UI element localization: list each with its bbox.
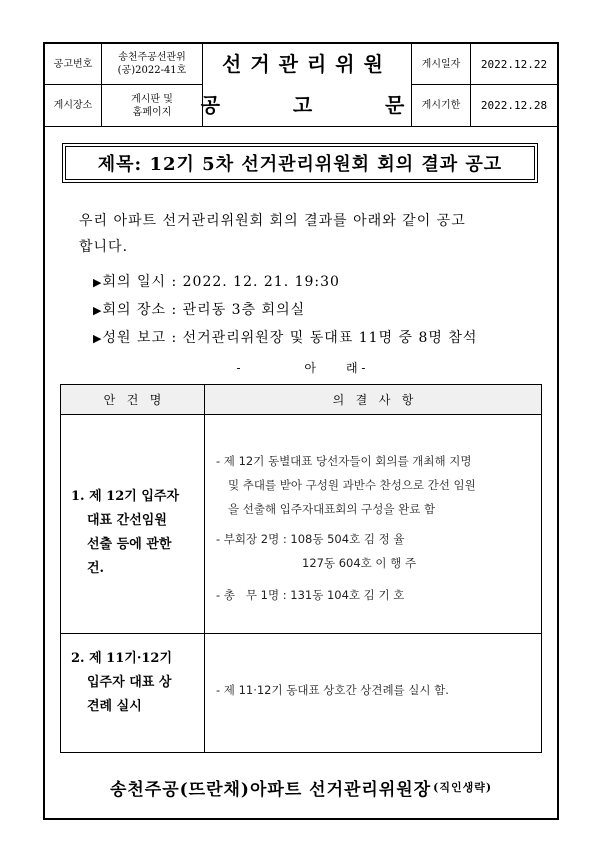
resolution-item-1: [216, 449, 536, 607]
agenda-table: [60, 384, 542, 753]
meeting-place: ▶회의 장소 : 관리동 3층 회의실: [93, 302, 306, 318]
notice-number-value: [102, 44, 203, 85]
seal-omitted-note: (직인생략): [433, 781, 493, 794]
agenda-line: 선출 등에 관한: [87, 537, 172, 552]
posting-period-value: 2022.12.28: [480, 99, 548, 112]
resolution-line: - 제 11·12기 동대표 상호간 상견례를 실시 함.: [216, 683, 449, 697]
posting-place-value: [102, 85, 203, 126]
posting-place-line2: 홈페이지: [132, 106, 172, 118]
resolution-line: 을 선출해 입주자대표회의 구성을 완료 함: [228, 502, 436, 516]
intro-line1: 우리 아파트 선거관리위원회 회의 결과를 아래와 같이 공고: [79, 213, 466, 229]
agenda-line: 대표 간선임원: [87, 513, 167, 528]
detail-label: 회의 장소: [102, 302, 167, 318]
intro-line2: 합니다.: [79, 239, 129, 255]
signature-footer: [60, 767, 542, 807]
committee-chair-signature: 송천주공(뜨란채)아파트 선거관리위원장: [109, 779, 432, 800]
agenda-line: 2. 제 11기·12기: [71, 651, 173, 666]
header-divider: [45, 126, 557, 127]
agenda-line: 입주자 대표 상: [87, 675, 172, 690]
posting-date-label: 게시일자: [412, 44, 471, 85]
agenda-item-2: [71, 647, 196, 719]
resolution-line: 127동 604호 이 행 주: [302, 556, 417, 570]
detail-value: 관리동 3층 회의실: [182, 302, 306, 318]
resolution-line: 및 추대를 받아 구성원 과반수 찬성으로 간선 임원: [228, 478, 476, 492]
column-header-agenda: 안 건 명: [103, 393, 162, 407]
notice-number-label: 공고번호: [45, 44, 102, 85]
notice-document: [43, 42, 559, 820]
title-box: [62, 143, 538, 183]
notice-number-line1: 송천주공선관위: [118, 52, 186, 63]
table-header: [61, 385, 541, 415]
quorum-report: ▶성원 보고 : 선거관리위원장 및 동대표 11명 중 8명 참석: [93, 330, 478, 346]
agenda-line: 견례 실시: [87, 699, 142, 714]
notice-heading: 공 고 문: [203, 85, 412, 126]
resolution-line: - 제 12기 동별대표 당선자들이 회의를 개최해 지명: [216, 454, 472, 468]
resolution-line: - 총 무 1명 : 131동 104호 김 기 호: [216, 588, 405, 602]
section-separator: [45, 359, 557, 376]
notice-title: 제목: 12기 5차 선거관리위원회 회의 결과 공고: [97, 154, 503, 175]
separator-right: 래 -: [346, 361, 366, 375]
bullet-arrow-icon: ▶: [93, 276, 103, 289]
detail-label: 성원 보고: [102, 330, 167, 346]
detail-value: 선거관리위원장 및 동대표 11명 중 8명 참석: [182, 330, 478, 346]
bullet-arrow-icon: ▶: [93, 332, 103, 345]
posting-place-label: 게시장소: [45, 85, 102, 126]
posting-period-label: 게시기한: [412, 85, 471, 126]
separator-left: - 아: [236, 361, 346, 375]
notice-header-table: [45, 44, 557, 126]
agenda-item-1: [71, 485, 196, 581]
detail-value: 2022. 12. 21. 19:30: [182, 274, 340, 290]
detail-label: 회의 일시: [102, 274, 167, 290]
posting-place-line1: 게시판 및: [131, 93, 173, 105]
agenda-line: 1. 제 12기 입주자: [71, 489, 180, 504]
committee-heading: 선거관리위원: [203, 44, 412, 85]
resolution-item-2: [216, 678, 536, 702]
resolution-line: - 부회장 2명 : 108동 504호 김 정 율: [216, 532, 405, 546]
column-header-resolution: 의 결 사 항: [332, 393, 414, 407]
posting-date-value: 2022.12.22: [471, 44, 557, 85]
agenda-line: 건.: [87, 561, 105, 576]
notice-number-line2: (공)2022-41호: [117, 65, 187, 76]
column-divider: [204, 385, 205, 752]
bullet-arrow-icon: ▶: [93, 304, 103, 317]
meeting-datetime: ▶회의 일시 : 2022. 12. 21. 19:30: [93, 274, 340, 290]
row-divider: [61, 633, 541, 634]
